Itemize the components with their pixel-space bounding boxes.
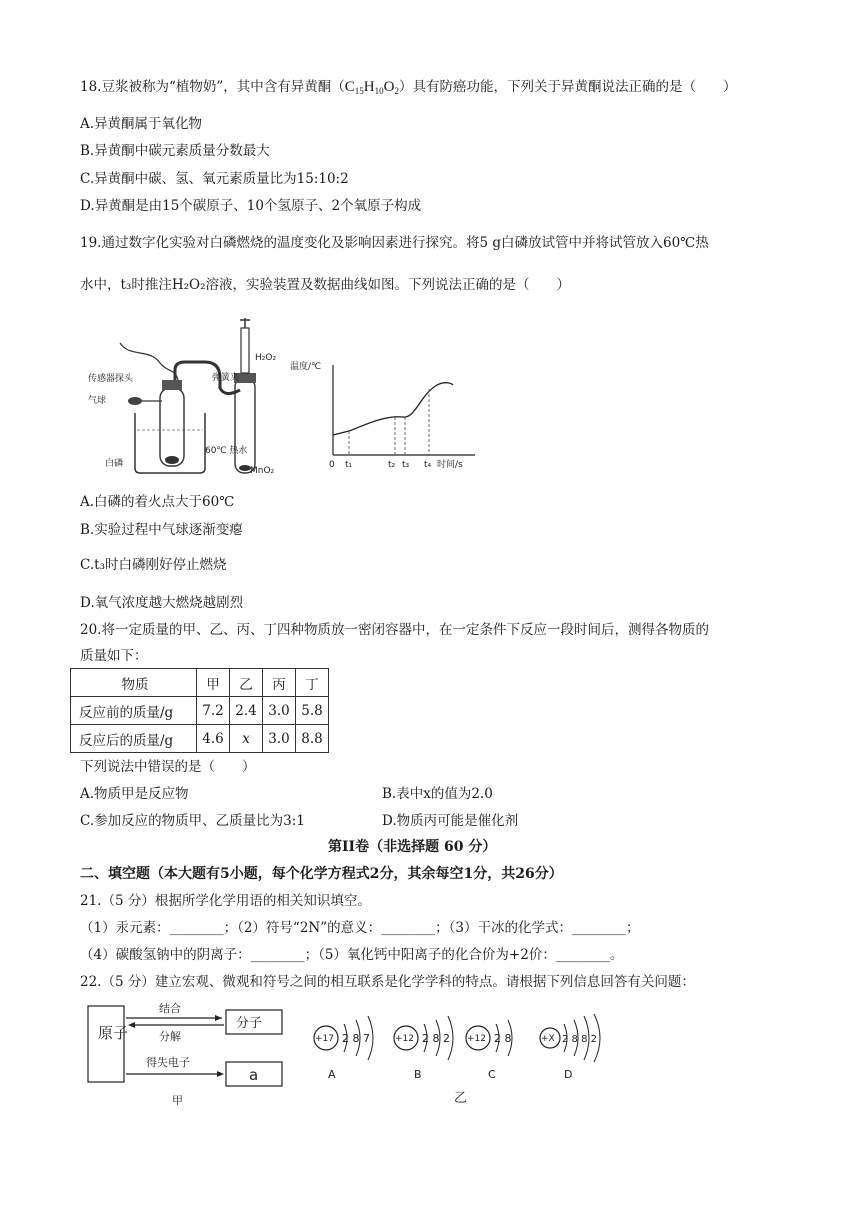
- q19-temperature-chart: [290, 355, 485, 475]
- q21-line2: （4）碳酸氢钠中的阴离子：________；（5）氧化钙中阳离子的化合价为+2价：________。: [80, 947, 624, 963]
- q20-option-b: B.表中x的值为2.0: [382, 786, 493, 802]
- table-cell: 反应前的质量/g: [71, 697, 197, 725]
- y-axis-label: 温度/℃: [290, 362, 322, 372]
- q21-stem: 21.（5 分）根据所学化学用语的相关知识填空。: [80, 893, 371, 909]
- nucleus-d: +X: [541, 1034, 555, 1044]
- table-header-cell: 物质: [71, 669, 197, 697]
- table-header-cell: 甲: [197, 669, 230, 697]
- nucleus-b: +12: [395, 1034, 414, 1044]
- q18-stem: [80, 77, 736, 101]
- shells-b: 2 8 2: [422, 1032, 450, 1045]
- q20-mass-table: [70, 668, 329, 753]
- tick-t2: t₂: [388, 460, 396, 470]
- decompose-label: 分解: [159, 1030, 181, 1043]
- figure-yi-caption: 乙: [454, 1091, 468, 1106]
- tick-0: 0: [329, 460, 335, 470]
- white-phosphorus-label: 白磷: [105, 459, 124, 469]
- shells-c: 2 8: [494, 1032, 512, 1045]
- table-cell: 2.4: [230, 697, 263, 725]
- q19-option-c: C.t₃时白磷刚好停止燃烧: [80, 557, 227, 573]
- table-cell: 3.0: [263, 697, 296, 725]
- atom-structure-b: [394, 1016, 453, 1081]
- q19-option-b: B.实验过程中气球逐渐变瘪: [80, 522, 243, 538]
- clamp-label: 弹簧夹: [212, 373, 240, 383]
- q18-option-d: D.异黄酮是由15个碳原子、10个氢原子、2个氧原子构成: [80, 198, 422, 214]
- q19-option-d: D.氧气浓度越大燃烧越剧烈: [80, 595, 244, 611]
- x-axis-label: 时间/s: [437, 460, 463, 470]
- tick-t3: t₃: [402, 460, 410, 470]
- atom-label-a: A: [328, 1068, 336, 1081]
- shells-d: 2 8 8 2: [562, 1034, 597, 1045]
- table-header-cell: 丁: [296, 669, 329, 697]
- table-header-row: [71, 669, 329, 697]
- nucleus-a: +17: [315, 1034, 334, 1044]
- q20-option-c: C.参加反应的物质甲、乙质量比为3:1: [80, 813, 305, 829]
- q20-stem-line2: 质量如下：: [80, 648, 148, 664]
- q19-apparatus-svg: [80, 318, 330, 478]
- table-row: [71, 725, 329, 753]
- nucleus-c: +12: [467, 1034, 486, 1044]
- atom-label-b: B: [414, 1068, 422, 1081]
- q20-stem-line1: 20.将一定质量的甲、乙、丙、丁四种物质放一密闭容器中，在一定条件下反应一段时间后，测得各物质的: [80, 622, 709, 638]
- table-header-cell: 丙: [263, 669, 296, 697]
- h2o2-label: H₂O₂: [255, 353, 277, 363]
- table-cell: 反应后的质量/g: [71, 725, 197, 753]
- figure-jia-caption: 甲: [172, 1094, 183, 1107]
- isoflavone-formula: $C_{15}H_{10}O_2$: [344, 79, 399, 96]
- q19-stem-line1: 19.通过数字化实验对白磷燃烧的温度变化及影响因素进行探究。将5 g白磷放试管中并将试管放入60℃热: [80, 235, 709, 251]
- atom-structure-d: [540, 1014, 600, 1081]
- table-cell: x: [230, 725, 263, 753]
- q19-stem-line2: 水中，t₃时推注H₂O₂溶液，实验装置及数据曲线如图。下列说法正确的是（ ）: [80, 277, 571, 293]
- shells-a: 2 8 7: [342, 1032, 370, 1045]
- atom-structure-c: [466, 1020, 512, 1081]
- atom-structure-a: [314, 1016, 373, 1081]
- ion-a-label: a: [249, 1066, 259, 1084]
- table-cell: 8.8: [296, 725, 329, 753]
- balloon-label: 气球: [88, 396, 107, 406]
- q20-option-d: D.物质丙可能是催化剂: [382, 813, 519, 829]
- mno2-label: MnO₂: [250, 466, 275, 476]
- q20-option-a: A.物质甲是反应物: [80, 786, 189, 802]
- q18-option-b: B.异黄酮中碳元素质量分数最大: [80, 143, 270, 159]
- section-heading: 二、填空题（本大题有5小题，每个化学方程式2分，其余每空1分，共26分）: [80, 866, 563, 882]
- table-cell: 4.6: [197, 725, 230, 753]
- tick-t4: t₄: [424, 460, 432, 470]
- q19-option-a: A.白磷的着火点大于60℃: [80, 494, 235, 510]
- atom-label-d: D: [564, 1068, 573, 1081]
- q18-stem-prefix: 18.豆浆被称为“植物奶”，其中含有异黄酮（: [80, 79, 345, 95]
- gain-lose-electron-label: 得失电子: [146, 1056, 190, 1069]
- part2-title: 第II卷（非选择题 60 分）: [328, 839, 497, 855]
- sensor-label: 传感器探头: [88, 374, 134, 384]
- q18-option-a: A.异黄酮属于氧化物: [80, 116, 203, 132]
- q18-stem-suffix: ）具有防癌功能，下列关于异黄酮说法正确的是（ ）: [398, 79, 737, 95]
- table-header-cell: 乙: [230, 669, 263, 697]
- table-cell: 3.0: [263, 725, 296, 753]
- q22-figure-yi: [306, 1010, 626, 1115]
- combine-label: 结合: [159, 1002, 181, 1015]
- q22-figure-jia: [84, 1000, 304, 1110]
- atom-label-1: 原子: [98, 1024, 129, 1042]
- tick-t1: t₁: [345, 460, 353, 470]
- table-cell: 7.2: [197, 697, 230, 725]
- q22-stem: 22.（5 分）建立宏观、微观和符号之间的相互联系是化学学科的特点。请根据下列信息回答有关问题：: [80, 974, 695, 990]
- hot-water-label: 60℃ 热水: [205, 446, 248, 456]
- q21-line1: （1）汞元素：________；（2）符号“2N”的意义：________；（3）干冰的化学式：________；: [80, 920, 640, 936]
- molecule-label: 分子: [236, 1016, 263, 1031]
- atom-label-c: C: [488, 1068, 496, 1081]
- q20-prompt: 下列说法中错误的是（ ）: [80, 759, 256, 775]
- table-row: [71, 697, 329, 725]
- q18-option-c: C.异黄酮中碳、氢、氧元素质量比为15:10:2: [80, 171, 349, 187]
- table-cell: 5.8: [296, 697, 329, 725]
